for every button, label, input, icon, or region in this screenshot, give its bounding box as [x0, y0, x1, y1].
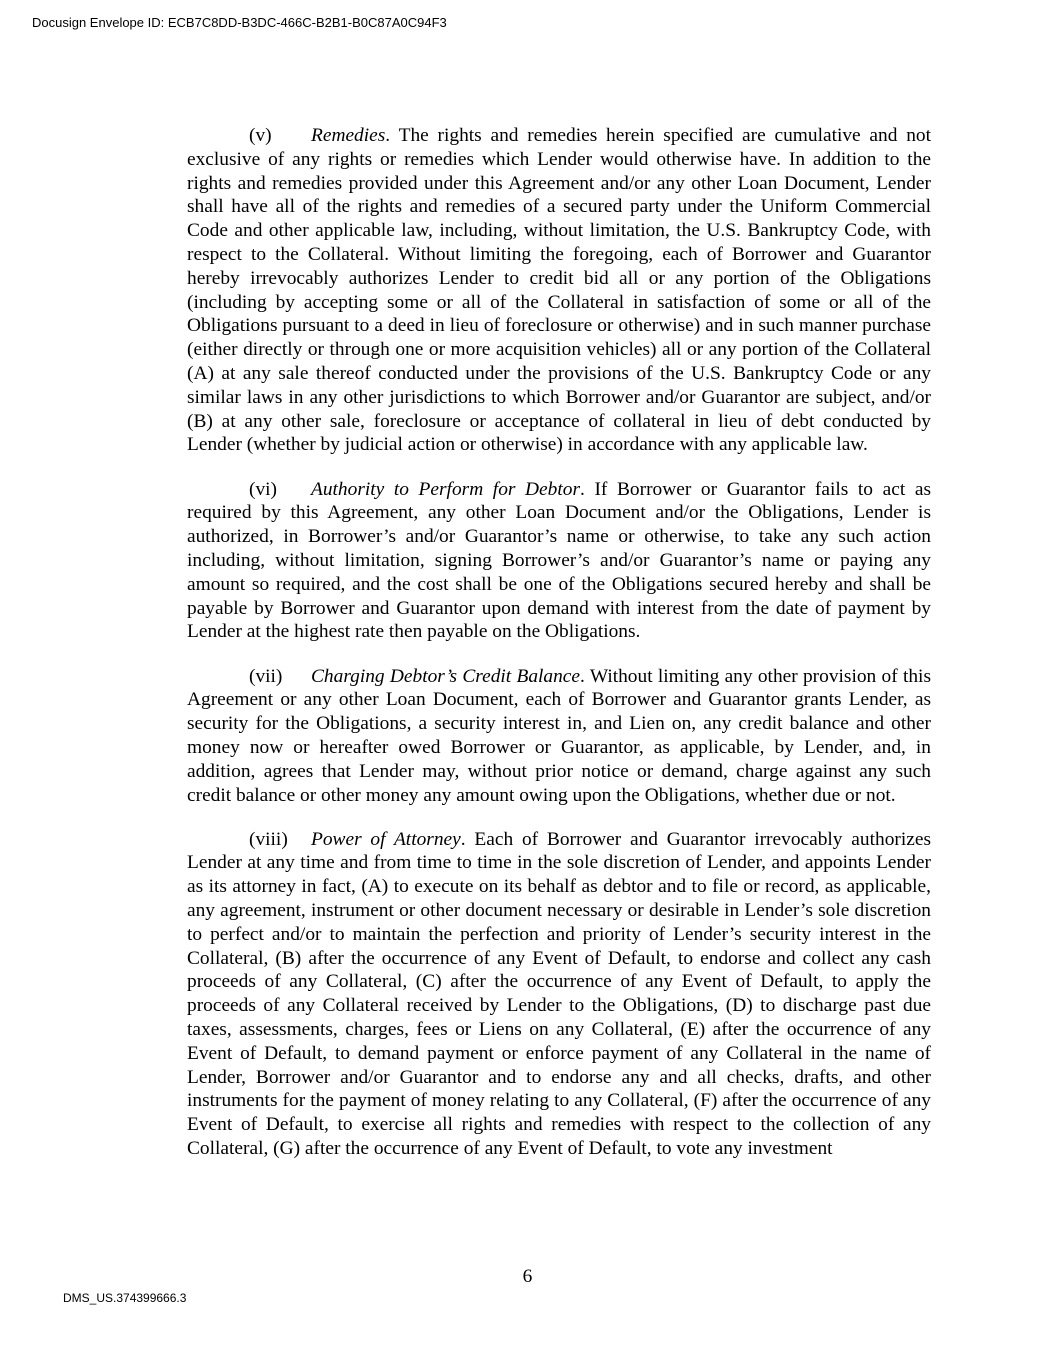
section-text: Each of Borrower and Guarantor irrevocably authorizes Lender at any time and from time to time in the sole discretion of Lender, and appoints Lender as its attorney in fact, (A) to execute on its behalf as debtor and to file or record, as applicable, any agreement, instrument or other document necessary or desirable in Lender’s sole discretion to perfect and/or to maintain the perfection and priority of Lender’s security interest in the Collateral, (B) after the occurrence of any Event of Default, to endorse and collect any cash proceeds of any Collateral, (C) after the occurrence of any Event of Default, to apply the proceeds of any Collateral received by Lender to the Obligations, (D) to discharge past due taxes, assessments, charges, fees or Liens on any Collateral, (E) after the occurrence of any Event of Default, to demand payment or enforce payment of any Collateral in the name of Lender, Borrower and/or Guarantor and to endorse any and all checks, drafts, and other instruments for the payment of money relating to any Collateral, (F) after the occurrence of any Event of Default, to exercise all rights and remedies with respect to the collection of any Collateral, (G) after the occurrence of any Event of Default, to vote any investment: [187, 828, 931, 1160]
section-number: (vii): [249, 665, 283, 687]
page-number: 6: [522, 1266, 533, 1287]
document-body: [187, 124, 931, 1161]
section-remedies: (v) Remedies. The rights and remedies herein specified are cumulative and not exclusive of any rights or remedies which Lender would otherwise have. In addition to the rights and remedies provided under this Agreement and/or any other Loan Document, Lender shall have all of the rights and remedies of a secured party under the Uniform Commercial Code and other applicable law, including, without limitation, the U.S. Bankruptcy Code, with respect to the Collateral. Without limiting the foregoing, each of Borrower and Guarantor hereby irrevocably authorizes Lender to credit bid all or any portion of the Obligations (including by accepting some or all of the Collateral in satisfaction of some or all of the Obligations pursuant to a deed in lieu of foreclosure or otherwise) and in such manner purchase (either directly or through one or more acquisition vehicles) all or any portion of the Collateral (A) at any sale thereof conducted under the provisions of the U.S. Bankruptcy Code or any similar laws in any other jurisdictions to which Borrower and/or Guarantor are subject, and/or (B) at any other sale, foreclosure or acceptance of collateral in lieu of debt conducted by Lender (whether by judicial action or otherwise) in accordance with any applicable law.: [187, 125, 931, 456]
section-text: Without limiting any other provision of this Agreement or any other Loan Document, each of Borrower and Guarantor grants Lender, as security for the Obligations, a security interest in, and Lien on, any credit balance and other money now or hereafter owed Borrower or Guarantor, as applicable, by Lender, and, in addition, agrees that Lender may, without prior notice or demand, charge against any such credit balance or other money any amount owing upon the Obligations, whether due or not.: [187, 665, 931, 806]
section-heading: Authority to Perform for Debtor: [311, 478, 580, 500]
section-heading: Remedies: [311, 125, 386, 146]
section-heading: Power of Attorney: [311, 828, 461, 850]
section-heading: Charging Debtor’s Credit Balance: [311, 665, 581, 687]
document-reference: DMS_US.374399666.3: [63, 1291, 187, 1305]
section-authority-to-perform: (vi) Authority to Perform for Debtor. If Borrower or Guarantor fails to act as required by this Agreement, any other Loan Document and/or the Obligations, Lender is authorized, in Borrower’s and/or Guarantor’s name or otherwise, to take any such action including, without limitation, signing Borrower’s and/or Guarantor’s name or paying any amount so required, and the cost shall be one of the Obligations secured hereby and shall be payable by Borrower and Guarantor upon demand with interest from the date of payment by Lender at the highest rate then payable on the Obligations.: [187, 478, 931, 643]
section-text: If Borrower or Guarantor fails to act as required by this Agreement, any other Loan Document and/or the Obligations, Lender is authorized, in Borrower’s and/or Guarantor’s name or otherwise, to take any such action including, without limitation, signing Borrower’s and/or Guarantor’s name or paying any amount so required, and the cost shall be one of the Obligations secured hereby and shall be payable by Borrower and Guarantor upon demand with interest from the date of payment by Lender at the highest rate then payable on the Obligations.: [187, 478, 931, 643]
section-charging-credit-balance: (vii) Charging Debtor’s Credit Balance. Without limiting any other provision of this Agreement or any other Loan Document, each of Borrower and Guarantor grants Lender, as security for the Obligations, a security interest in, and Lien on, any credit balance and other money now or hereafter owed Borrower or Guarantor, as applicable, by Lender, and, in addition, agrees that Lender may, without prior notice or demand, charge against any such credit balance or other money any amount owing upon the Obligations, whether due or not.: [187, 665, 931, 806]
section-power-of-attorney: (viii) Power of Attorney. Each of Borrower and Guarantor irrevocably authorizes Lender at any time and from time to time in the sole discretion of Lender, and appoints Lender as its attorney in fact, (A) to execute on its behalf as debtor and to file or record, as applicable, any agreement, instrument or other document necessary or desirable in Lender’s sole discretion to perfect and/or to maintain the perfection and priority of Lender’s security interest in the Collateral, (B) after the occurrence of any Event of Default, to endorse and collect any cash proceeds of any Collateral, (C) after the occurrence of any Event of Default, to apply the proceeds of any Collateral received by Lender to the Obligations, (D) to discharge past due taxes, assessments, charges, fees or Liens on any Collateral, (E) after the occurrence of any Event of Default, to demand payment or enforce payment of any Collateral in the name of Lender, Borrower and/or Guarantor and to endorse any and all checks, drafts, and other instruments for the payment of money relating to any Collateral, (F) after the occurrence of any Event of Default, to exercise all rights and remedies with respect to the collection of any Collateral, (G) after the occurrence of any Event of Default, to vote any investment: [187, 828, 931, 1160]
section-text: The rights and remedies herein specified are cumulative and not exclusive of any rights or remedies which Lender would otherwise have. In addition to the rights and remedies provided under this Agreement and/or any other Loan Document, Lender shall have all of the rights and remedies of a secured party under the Uniform Commercial Code and other applicable law, including, without limitation, the U.S. Bankruptcy Code, with respect to the Collateral. Without limiting the foregoing, each of Borrower and Guarantor hereby irrevocably authorizes Lender to credit bid all or any portion of the Obligations (including by accepting some or all of the Collateral in satisfaction of some or all of the Obligations pursuant to a deed in lieu of foreclosure or otherwise) and in such manner purchase (either directly or through one or more acquisition vehicles) all or any portion of the Collateral (A) at any sale thereof conducted under the provisions of the U.S. Bankruptcy Code or any similar laws in any other jurisdictions to which Borrower and/or Guarantor are subject, and/or (B) at any other sale, foreclosure or acceptance of collateral in lieu of debt conducted by Lender (whether by judicial action or otherwise) in accordance with any applicable law.: [187, 125, 931, 456]
section-number: (viii): [249, 828, 288, 850]
section-number: (vi): [249, 478, 277, 500]
envelope-id: Docusign Envelope ID: ECB7C8DD-B3DC-466C-B2B1-B0C87A0C94F3: [32, 15, 447, 30]
section-number: (v): [249, 125, 272, 146]
